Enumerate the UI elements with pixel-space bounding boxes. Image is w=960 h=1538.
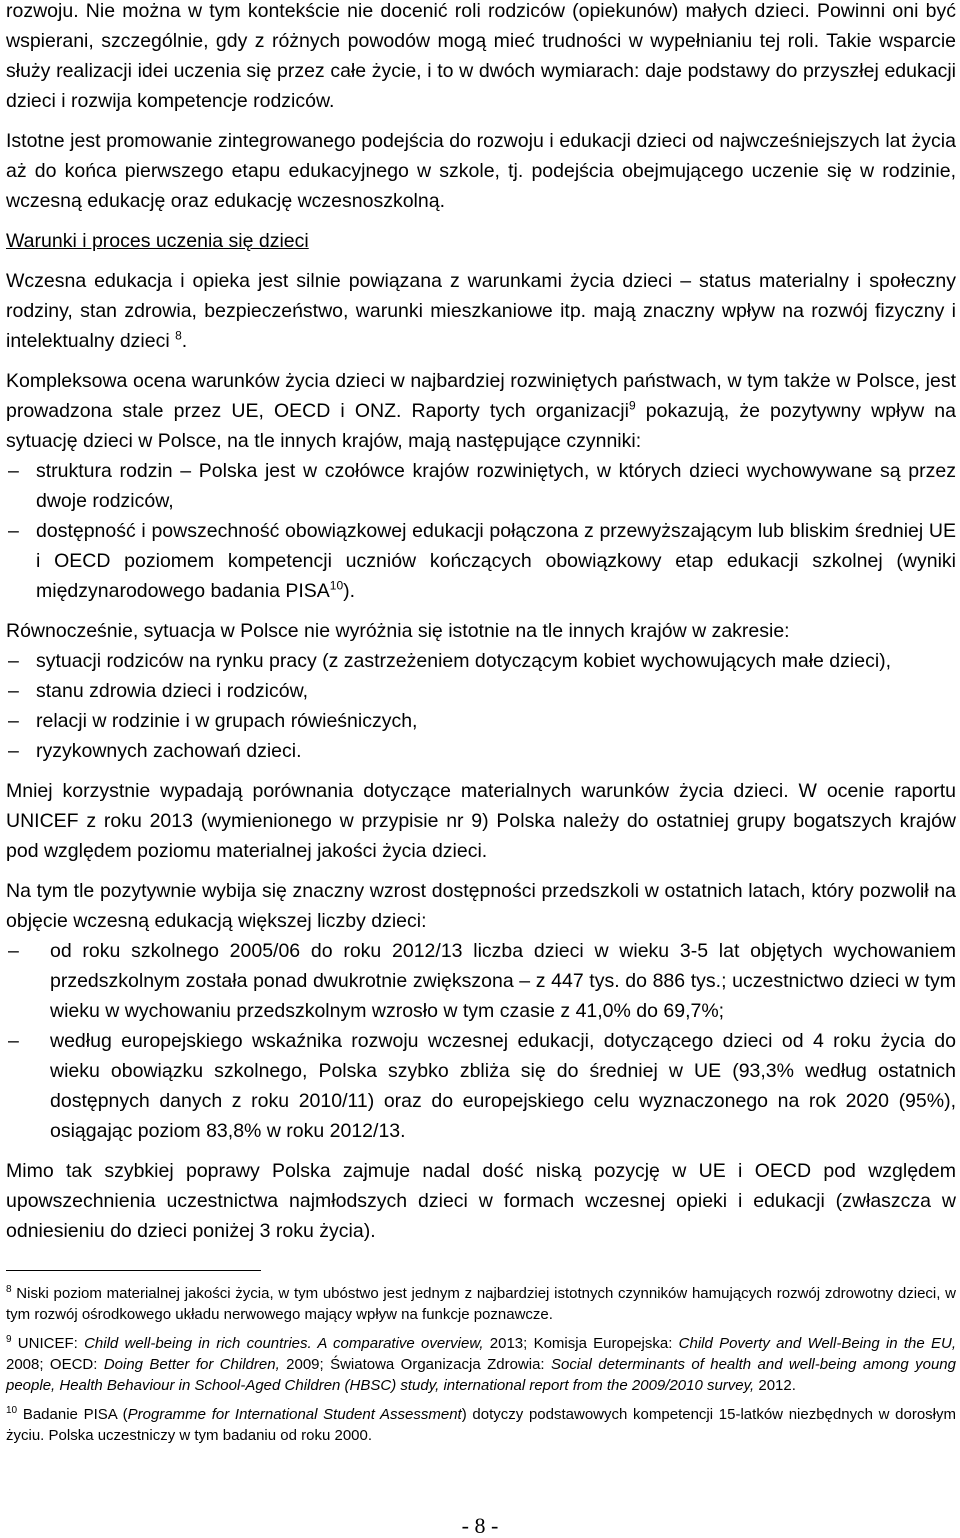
footnote-ref-10[interactable]: 10 (329, 578, 344, 593)
footnote-10 (6, 1404, 956, 1446)
footnote-text: 2008; OECD: (6, 1356, 104, 1373)
preschool-paragraph: Na tym tle pozytywnie wybija się znaczny wzrost dostępności przedszkoli w ostatnich latach, który pozwolił na objęcie wczesną edukacją większej liczby dzieci: (6, 880, 956, 932)
areas-list (6, 646, 956, 766)
footnote-number: 9 (6, 1334, 12, 1345)
footnote-9 (6, 1333, 956, 1396)
list-item (6, 646, 956, 676)
footnote-ref-8[interactable]: 8 (175, 328, 182, 343)
paragraph-end: . (181, 330, 188, 352)
document-page (6, 0, 956, 1454)
list-item (6, 516, 956, 606)
footnote-8 (6, 1283, 956, 1325)
intro-paragraph: rozwoju. Nie można w tym kontekście nie docenić roli rodziców (opiekunów) małych dzieci. Powinni oni być wspierani, szczególnie, gdy z różnych powodów mogą mieć trudności w wypełnianiu tej roli. Takie wsparcie służy realizacji idei uczenia się przez całe życie, i to w dwóch wymiarach: daje podstawy do przyszłej edukacji dzieci i rozwija kompetencje rodziców. (6, 0, 956, 112)
citation-title: Child Poverty and Well-Being in the EU, (678, 1335, 956, 1352)
dash-bullet: – (8, 460, 19, 482)
footnote-number: 8 (6, 1284, 12, 1295)
citation-title: Programme for International Student Assessment (127, 1406, 462, 1423)
dash-bullet: – (8, 650, 19, 672)
footnote-text: 2013; Komisja Europejska: (483, 1335, 679, 1352)
list-item (6, 706, 956, 736)
dash-bullet: – (8, 740, 19, 762)
dash-bullet: – (8, 680, 19, 702)
footnote-text: Badanie PISA ( (17, 1406, 128, 1423)
footnote-text: 2009; Światowa Organizacja Zdrowia: (279, 1356, 551, 1373)
list-item-text: według europejskiego wskaźnika rozwoju wczesnej edukacji, dotyczącego dzieci od 4 roku życia do wieku obowiązku szkolnego, Polska szybko zbliża się do średniej w UE (93,3% według ostatnich dostępnych danych z roku 2010/11) oraz do europejskiego celu wyznaczonego na rok 2020 (95%), osiągając poziom 83,8% w roku 2012/13. (50, 1030, 956, 1142)
list-item-text: dostępność i powszechność obowiązkowej edukacji połączona z przewyższającym lub bliskim średniej UE i OECD poziomem kompetencji uczniów kończących obowiązkowy etap edukacji szkolnej (wyniki międzynarodowego badania PISA (36, 520, 956, 602)
footnote-number: 10 (6, 1405, 18, 1416)
list-item (6, 936, 956, 1026)
footnote-text: ) dotyczy podstawowych kompetencji 15-latków niezbędnych w dorosłym życiu. Polska uczestniczy w tym badaniu od roku 2000. (6, 1406, 957, 1444)
list-item (6, 676, 956, 706)
unicef-paragraph: Mniej korzystnie wypadają porównania dotyczące materialnych warunków życia dzieci. W ocenie raportu UNICEF z roku 2013 (wymienionego w przypisie nr 9) Polska należy do ostatniej grupy bogatszych krajów pod względem poziomu materialnej jakości życia dzieci. (6, 780, 956, 862)
list-item-text: sytuacji rodziców na rynku pracy (z zastrzeżeniem dotyczącym kobiet wychowujących małe dzieci), (36, 650, 892, 672)
list-item-text: ryzykownych zachowań dzieci. (36, 740, 302, 762)
closing-paragraph: Mimo tak szybkiej poprawy Polska zajmuje nadal dość niską pozycję w UE i OECD pod względem upowszechnienia uczestnictwa najmłodszych dzieci w formach wczesnej opieki i edukacji (zwłaszcza w odniesieniu do dzieci poniżej 3 roku życia). (6, 1160, 956, 1242)
paragraph-text: Kompleksowa ocena warunków życia dzieci w najbardziej rozwiniętych państwach, w tym także w Polsce, jest prowadzona stale przez UE, OECD i ONZ. Raporty tych organizacji (6, 370, 956, 422)
list-item-text-after: ). (343, 580, 356, 602)
paragraph-text: Wczesna edukacja i opieka jest silnie powiązana z warunkami życia dzieci – status materialny i społeczny rodziny, stan zdrowia, bezpieczeństwo, warunki mieszkaniowe itp. mają znaczny wpływ na rozwój fizyczny i intelektualny dzieci (6, 270, 956, 352)
paragraph-text-after: pokazują, że pozytywny wpływ na sytuację dzieci w Polsce, na tle innych krajów, mają następujące czynniki: (6, 400, 957, 452)
dash-bullet: – (8, 710, 19, 732)
citation-title: Social determinants of health and well-being among young people, Health Behaviour in School-Aged Children (HBSC) study, international report from the 2009/2010 survey, (6, 1356, 956, 1394)
footnote-text: Niski poziom materialnej jakości życia, w tym ubóstwo jest jednym z najbardziej istotnych czynników hamujących rozwój zdrowotny dzieci, w tym rozwój ośrodkowego układu nerwowego mający wpływ na funkcje poznawcze. (6, 1285, 956, 1323)
list-item (6, 736, 956, 766)
dash-bullet: – (8, 520, 19, 542)
footnote-text: UNICEF: (11, 1335, 85, 1352)
dash-bullet: – (8, 940, 19, 962)
positive-factors-list (6, 456, 956, 606)
list-item-text: relacji w rodzinie i w grupach rówieśniczych, (36, 710, 418, 732)
list-item-text: stanu zdrowia dzieci i rodziców, (36, 680, 309, 702)
simultaneously-paragraph: Równocześnie, sytuacja w Polsce nie wyróżnia się istotnie na tle innych krajów w zakresie: (6, 620, 790, 642)
footnote-text: 2012. (754, 1377, 796, 1394)
section-heading: Warunki i proces uczenia się dzieci (6, 230, 309, 252)
footnote-separator (6, 1270, 261, 1271)
assessment-paragraph (6, 366, 956, 456)
footnote-ref-9[interactable]: 9 (628, 398, 636, 413)
citation-title: Doing Better for Children, (103, 1356, 280, 1373)
integrated-approach-paragraph: Istotne jest promowanie zintegrowanego podejścia do rozwoju i edukacji dzieci od najwcześniejszych lat życia aż do końca pierwszego etapu edukacyjnego w szkole, tj. podejścia obejmującego uczenie się w rodzinie, wczesną edukację oraz edukację wczesnoszkolną. (6, 130, 956, 212)
list-item-text: od roku szkolnego 2005/06 do roku 2012/13 liczba dzieci w wieku 3-5 lat objętych wychowaniem przedszkolnym została ponad dwukrotnie zwiększona – z 447 tys. do 886 tys.; uczestnictwo dzieci w tym wieku w wychowaniu przedszkolnym wzrosło w tym czasie z 41,0% do 69,7%; (50, 940, 956, 1022)
dash-bullet: – (8, 1030, 19, 1052)
living-conditions-paragraph (6, 266, 956, 356)
list-item (6, 456, 956, 516)
list-item (6, 1026, 956, 1146)
preschool-points-list (6, 936, 956, 1146)
list-item-text: struktura rodzin – Polska jest w czołówce krajów rozwiniętych, w których dzieci wychowywane są przez dwoje rodziców, (36, 460, 956, 512)
page-number: - 8 - (461, 1513, 499, 1538)
citation-title: Child well-being in rich countries. A comparative overview, (84, 1335, 484, 1352)
